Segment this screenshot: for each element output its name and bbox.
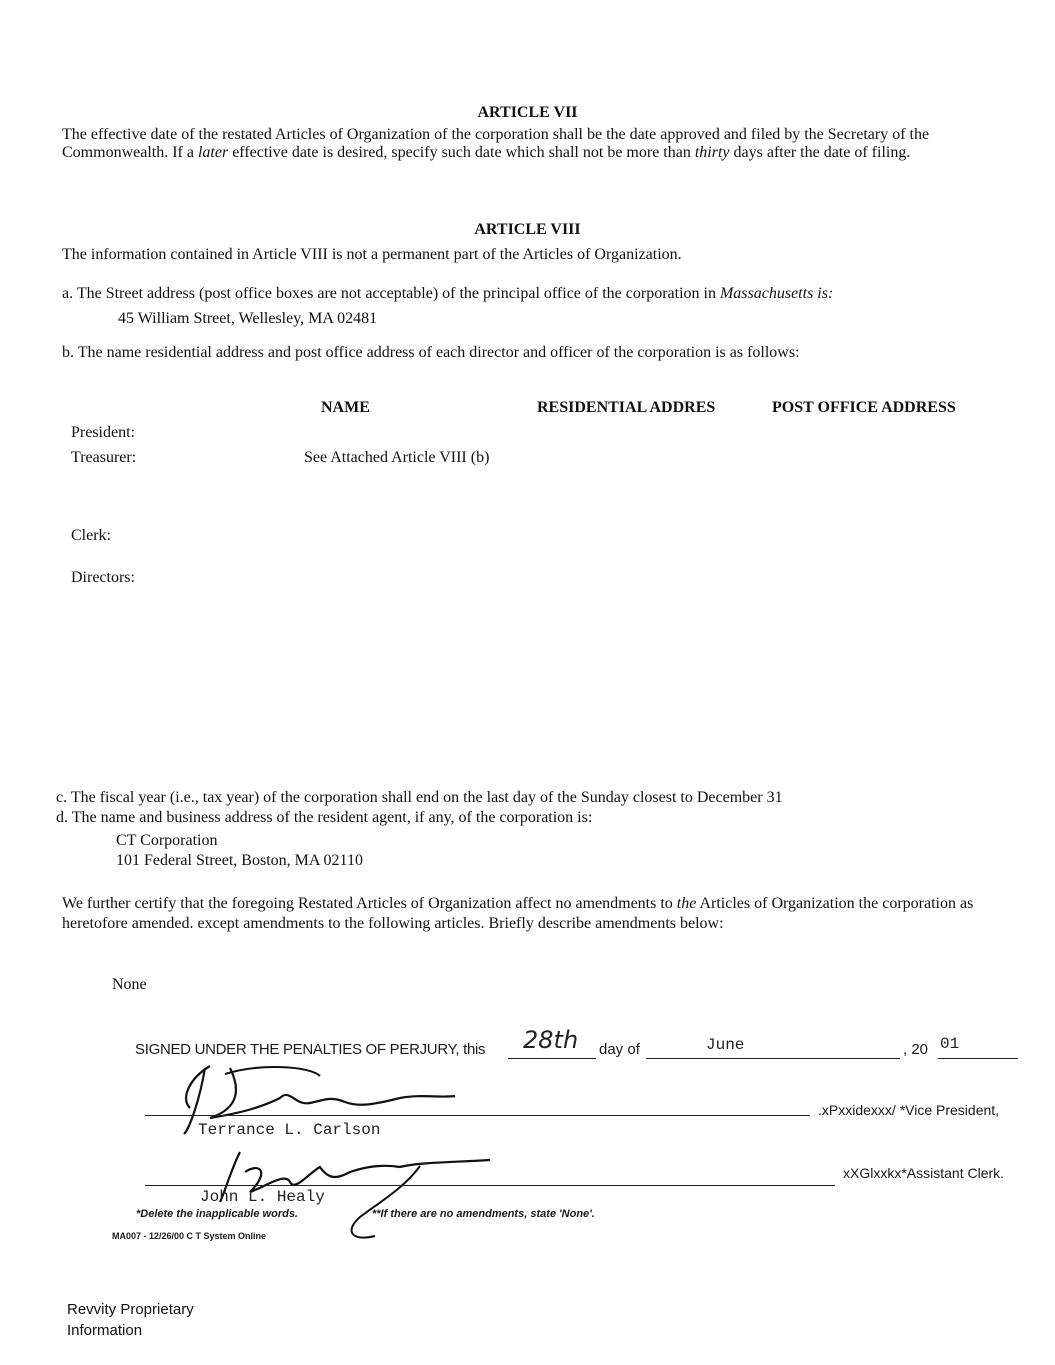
day-line: [508, 1058, 596, 1059]
row-label-president: President:: [71, 424, 135, 441]
signature-line-2: [145, 1185, 835, 1186]
year-prefix: , 20: [903, 1041, 929, 1058]
day-of-label: day of: [599, 1041, 640, 1058]
article-viii-heading: ARTICLE VIII: [474, 221, 581, 238]
signer-name-carlson: Terrance L. Carlson: [198, 1121, 381, 1139]
footer-proprietary-line1: Revvity Proprietary: [67, 1301, 194, 1318]
item-d-text: d. The name and business address of the resident agent, if any, of the corporation is:: [56, 809, 593, 826]
principal-office-address: 45 William Street, Wellesley, MA 02481: [118, 310, 378, 327]
col-header-post-office: POST OFFICE ADDRESS: [772, 399, 956, 416]
see-attached-note: See Attached Article VIII (b): [304, 449, 490, 466]
certification-text-2: Articles of Organization the corporation as heretofore amended. except amendments to the following articles. Briefly describe amendments below:: [62, 895, 974, 932]
resident-agent-name: CT Corporation: [116, 832, 218, 849]
signer-name-healy: John L. Healy: [200, 1188, 325, 1206]
article-viii-intro: The information contained in Article VIII is not a permanent part of the Articles of Organization.: [62, 246, 682, 263]
article-vii-text-3: days after the date of filing.: [729, 144, 911, 161]
signature-block: [110, 1022, 1040, 1252]
article-vii-paragraph: [62, 126, 992, 162]
month-line: [646, 1058, 900, 1059]
item-a-text: [62, 285, 833, 303]
certification-text-1: We further certify that the foregoing Restated Articles of Organization affect no amendments to: [62, 895, 677, 912]
title-assistant-clerk: xXGlxxkx*Assistant Clerk.: [843, 1165, 1005, 1181]
signed-under-penalties-label: SIGNED UNDER THE PENALTIES OF PERJURY, this: [135, 1041, 486, 1058]
year-value: 01: [940, 1035, 960, 1053]
item-c-text: c. The fiscal year (i.e., tax year) of the corporation shall end on the last day of the Sunday closest to December 31: [56, 789, 783, 806]
delete-inapplicable-note: *Delete the inapplicable words.: [136, 1208, 298, 1220]
article-vii-text-1: The effective date of the restated Articles of Organization of the corporation shall be the date approved and filed by the Secretary of the Commonwealth. If a: [62, 126, 930, 161]
item-a-prefix: a. The Street address (post office boxes are not acceptable) of the principal office of the corporation in: [62, 285, 720, 302]
col-header-name: NAME: [321, 399, 370, 416]
item-a-italic: Massachusetts is:: [719, 285, 834, 302]
resident-agent-address: 101 Federal Street, Boston, MA 02110: [116, 852, 363, 869]
article-vii-thirty: thirty: [694, 144, 730, 161]
certification-paragraph: [62, 894, 992, 934]
article-vii-text-2: effective date is desired, specify such date which shall not be more than: [228, 144, 695, 161]
article-vii-heading: ARTICLE VII: [477, 104, 578, 121]
no-amendments-note: **If there are no amendments, state 'None'.: [372, 1208, 595, 1220]
form-identifier: MA007 - 12/26/00 C T System Online: [112, 1231, 267, 1241]
year-line: [938, 1058, 1018, 1059]
day-value: 28th: [523, 1026, 579, 1054]
amendments-none: None: [112, 976, 147, 993]
title-vice-president: .xPxxidexxx/ *Vice President,: [818, 1102, 1000, 1118]
footer-proprietary-line2: Information: [67, 1322, 143, 1339]
month-value: June: [706, 1036, 745, 1054]
row-label-directors: Directors:: [71, 569, 135, 586]
item-b-text: b. The name residential address and post office address of each director and officer of the corporation is as follows:: [62, 344, 800, 361]
col-header-residential: RESIDENTIAL ADDRES: [537, 399, 716, 416]
signature-line-1: [145, 1115, 810, 1116]
certification-the: the: [676, 895, 697, 912]
article-vii-later: later: [197, 144, 229, 161]
row-label-clerk: Clerk:: [71, 527, 111, 544]
row-label-treasurer: Treasurer:: [71, 449, 137, 466]
